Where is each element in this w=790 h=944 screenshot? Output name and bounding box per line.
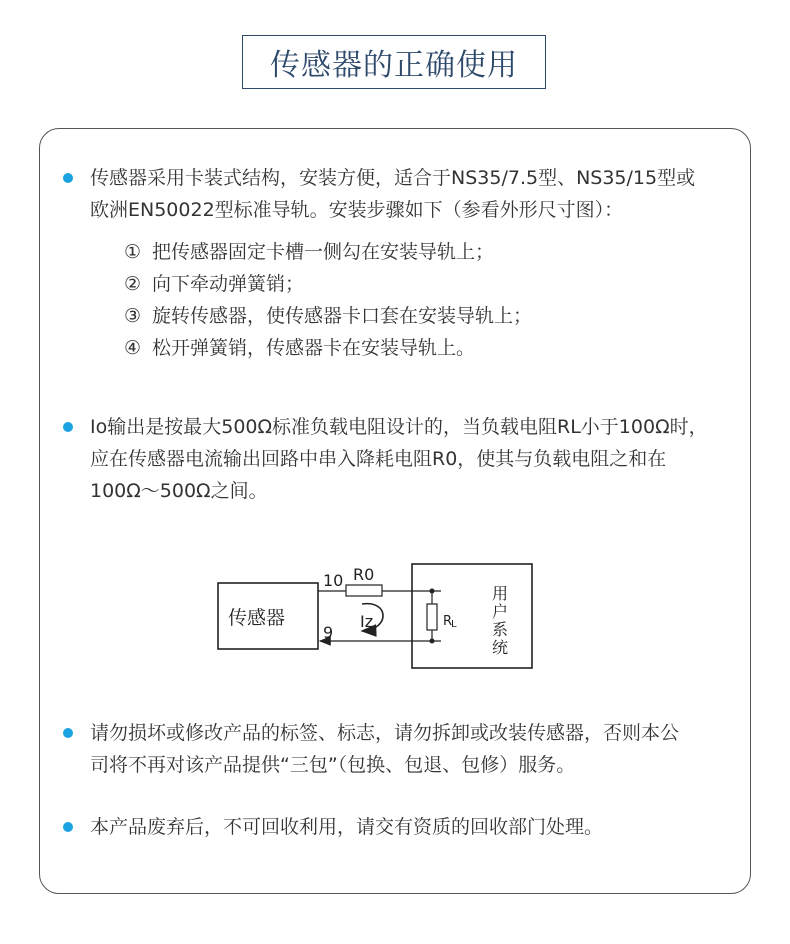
step-number: ③ — [124, 305, 142, 327]
user-system-char: 户 — [492, 602, 509, 621]
text-line: 100Ω～500Ω之间。 — [90, 480, 268, 502]
page-title: 传感器的正确使用 — [242, 35, 546, 89]
resistor-r0 — [346, 585, 382, 596]
user-system-char: 用 — [492, 584, 509, 603]
text-line: 本产品废弃后，不可回收利用，请交有资质的回收部门处理。 — [90, 816, 604, 838]
user-system-char: 统 — [492, 638, 509, 657]
text-line: 请勿损坏或修改产品的标签、标志，请勿拆卸或改装传感器，否则本公 — [90, 722, 680, 744]
text-line: 应在传感器电流输出回路中串入降耗电阻R0，使其与负载电阻之和在 — [90, 448, 667, 470]
disposal-note — [90, 811, 730, 843]
step-text: 松开弹簧销，传感器卡在安装导轨上。 — [152, 337, 476, 359]
pin-top-label: 10 — [323, 571, 344, 590]
step-number: ② — [124, 273, 142, 295]
step-text: 旋转传感器，使传感器卡口套在安装导轨上； — [152, 305, 533, 327]
text-line: Io输出是按最大500Ω标准负载电阻设计的，当负载电阻RL小于100Ω时， — [90, 416, 708, 438]
step-number: ④ — [124, 337, 142, 359]
junction-dot — [430, 589, 435, 594]
text-line: 欧洲EN50022型标准导轨。安装步骤如下（参看外形尺寸图）： — [90, 199, 624, 221]
resistor-rl — [427, 604, 437, 630]
rl-label-sub: L — [451, 619, 457, 630]
rl-label-main: R — [443, 614, 453, 629]
step-number: ① — [124, 241, 142, 263]
bullet-icon — [63, 728, 73, 738]
r0-label: R0 — [353, 565, 375, 584]
junction-dot — [430, 639, 435, 644]
step-text: 把传感器固定卡槽一侧勾在安装导轨上； — [152, 241, 495, 263]
pin-bottom-label: 9 — [323, 623, 334, 642]
text-line: 司将不再对该产品提供“三包”（包换、包退、包修）服务。 — [90, 754, 576, 776]
warranty-warning — [90, 717, 730, 781]
bullet-icon — [63, 822, 73, 832]
user-system-char: 系 — [492, 620, 509, 639]
current-label: Iz — [360, 612, 374, 631]
step-text: 向下牵动弹簧销； — [152, 273, 305, 295]
text-line: 传感器采用卡装式结构，安装方便，适合于NS35/7.5型、NS35/15型或 — [90, 167, 696, 189]
sensor-label: 传感器 — [228, 607, 286, 629]
